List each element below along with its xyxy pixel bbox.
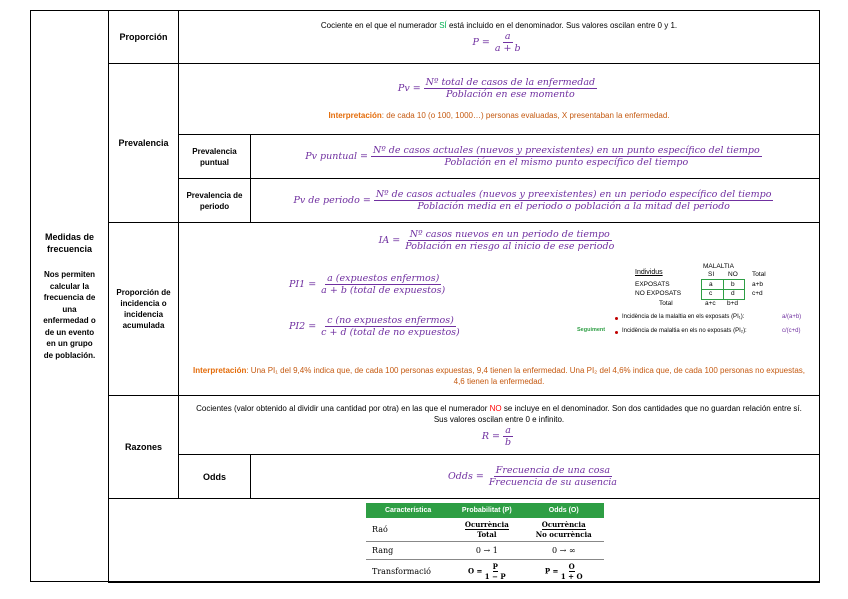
probability-odds-table: Característica Probabilitat (P) Odds (O) Raó Ocurrència Total Ocurrència No ocurrència Rang 0 → 1 0 → ∞ Transformació O = $\frac{P}{1 - P}$ P = $\frac{O}{1 + O}$ [366, 503, 604, 583]
table-row: Transformació O = $\frac{P}{1 - P}$ P = $\frac{O}{1 + O}$ [366, 560, 604, 584]
no-highlight: NO [489, 403, 502, 413]
summary-area [108, 498, 820, 583]
proporcion-content [178, 10, 820, 64]
prevalencia-label: Prevalencia [108, 63, 179, 223]
prevalencia-formula: Pv = $\frac{\text{Nº total de casos de la enfermedad}}{\text{Población en ese momento}}$ [397, 77, 596, 100]
odds-formula: Odds = $\frac{\text{Frecuencia de una cosa}}{\text{Frecuencia de su ausencia}}$ [448, 465, 617, 488]
razones-content [178, 395, 820, 455]
prevalencia-periodo-label: Prevalencia de periodo [178, 178, 251, 223]
prevalencia-interpretation: Interpretación: de cada 10 (o 100, 1000…) personas evaluadas, X presentaban la enfermedad. [328, 111, 670, 120]
prevalencia-puntual-formula: Pv puntual = Nº de casos actuales (nuevos y preexistentes) en un punto específico del tiempo Población en el mismo punto específico del tiempo [305, 145, 760, 168]
left-title: Medidas de frecuencia [44, 232, 94, 254]
proporcion-formula: P = $\frac{a}{a + b}$ [472, 31, 521, 54]
proporcion-label: Proporción [108, 10, 179, 64]
prevalencia-puntual-label: Prevalencia puntual [178, 134, 251, 179]
contingency-figure: Individus MALALTIA SI NO Total EXPOSATS NO EXPOSATS a b c d a+b c+d Total a+c b+d Seguiment Incidència de la malaltia en els exposats (PI₁): a/(a+b) Incidència de malaltia en els no exposats (PI₂): c/(c+d) [577, 263, 802, 334]
frequency-measures-table [30, 10, 820, 582]
incidencia-interpretation: Interpretación: Una PI₁ del 9,4% indica que, de cada 100 personas expuestas, 9,4 tienen la enfermedad. Una PI₂ del 4,6% indica que, de cada 100 personas no expuestas, 4,6 tienen la enfermedad. [193, 366, 805, 386]
seguiment-label: Seguiment [577, 327, 606, 333]
razones-formula: R = $\frac{a}{b}$ [481, 424, 512, 448]
odds-content [250, 454, 820, 499]
prevalencia-periodo-content [250, 178, 820, 223]
pi1-formula: PI1 = $\frac{\text{a (expuestos enfermos)}}{\text{a + b (total de expuestos)}}$ [289, 273, 446, 296]
si-highlight: SÍ [439, 21, 447, 30]
malaltia-label: MALALTIA [703, 263, 734, 270]
bullet-1 [615, 317, 618, 320]
razones-label: Razones [108, 395, 179, 499]
incidencia-content [178, 222, 820, 396]
individus-label: Individus [635, 269, 663, 276]
incidencia-label: Proporción de incidencia o incidencia acumulada [108, 222, 179, 396]
ia-formula: IA = $\frac{\text{Nº casos nuevos en un periodo de tiempo}}{\text{Población en riesgo al inicio de ese periodo}}$ [378, 229, 615, 252]
pi2-formula: PI2 = $\frac{\text{c (no expuestos enfermos)}}{\text{c + d (total de no expuestos)}}$ [289, 315, 460, 338]
odds-label: Odds [178, 454, 251, 499]
proporcion-definition: Cociente en el que el numerador SÍ está incluido en el denominador. Sus valores oscilan entre 0 y 1. [320, 21, 678, 30]
bullet-2 [615, 331, 618, 334]
left-column [30, 10, 109, 582]
prevalencia-general [178, 63, 820, 135]
table-row: Raó Ocurrència Total Ocurrència No ocurrència [366, 518, 604, 542]
prevalencia-puntual-content [250, 134, 820, 179]
razones-definition: Cocientes (valor obtenido al dividir una cantidad por otra) en las que el numerador NO se incluye en el denominador. Son dos cantidades que no guardan relación entre sí. Sus valores oscilan entre 0 e infinito. [196, 403, 802, 424]
left-description: Nos permiten calcular la frecuencia de una enfermedad o de un evento en un grupo de población. [43, 270, 96, 360]
prevalencia-periodo-formula: Pv de periodo = Nº de casos actuales (nuevos y preexistentes) en un periodo específico del tiempo Población media en el periodo o población a la mitad del periodo [293, 189, 772, 212]
table-row: Rang 0 → 1 0 → ∞ [366, 542, 604, 560]
